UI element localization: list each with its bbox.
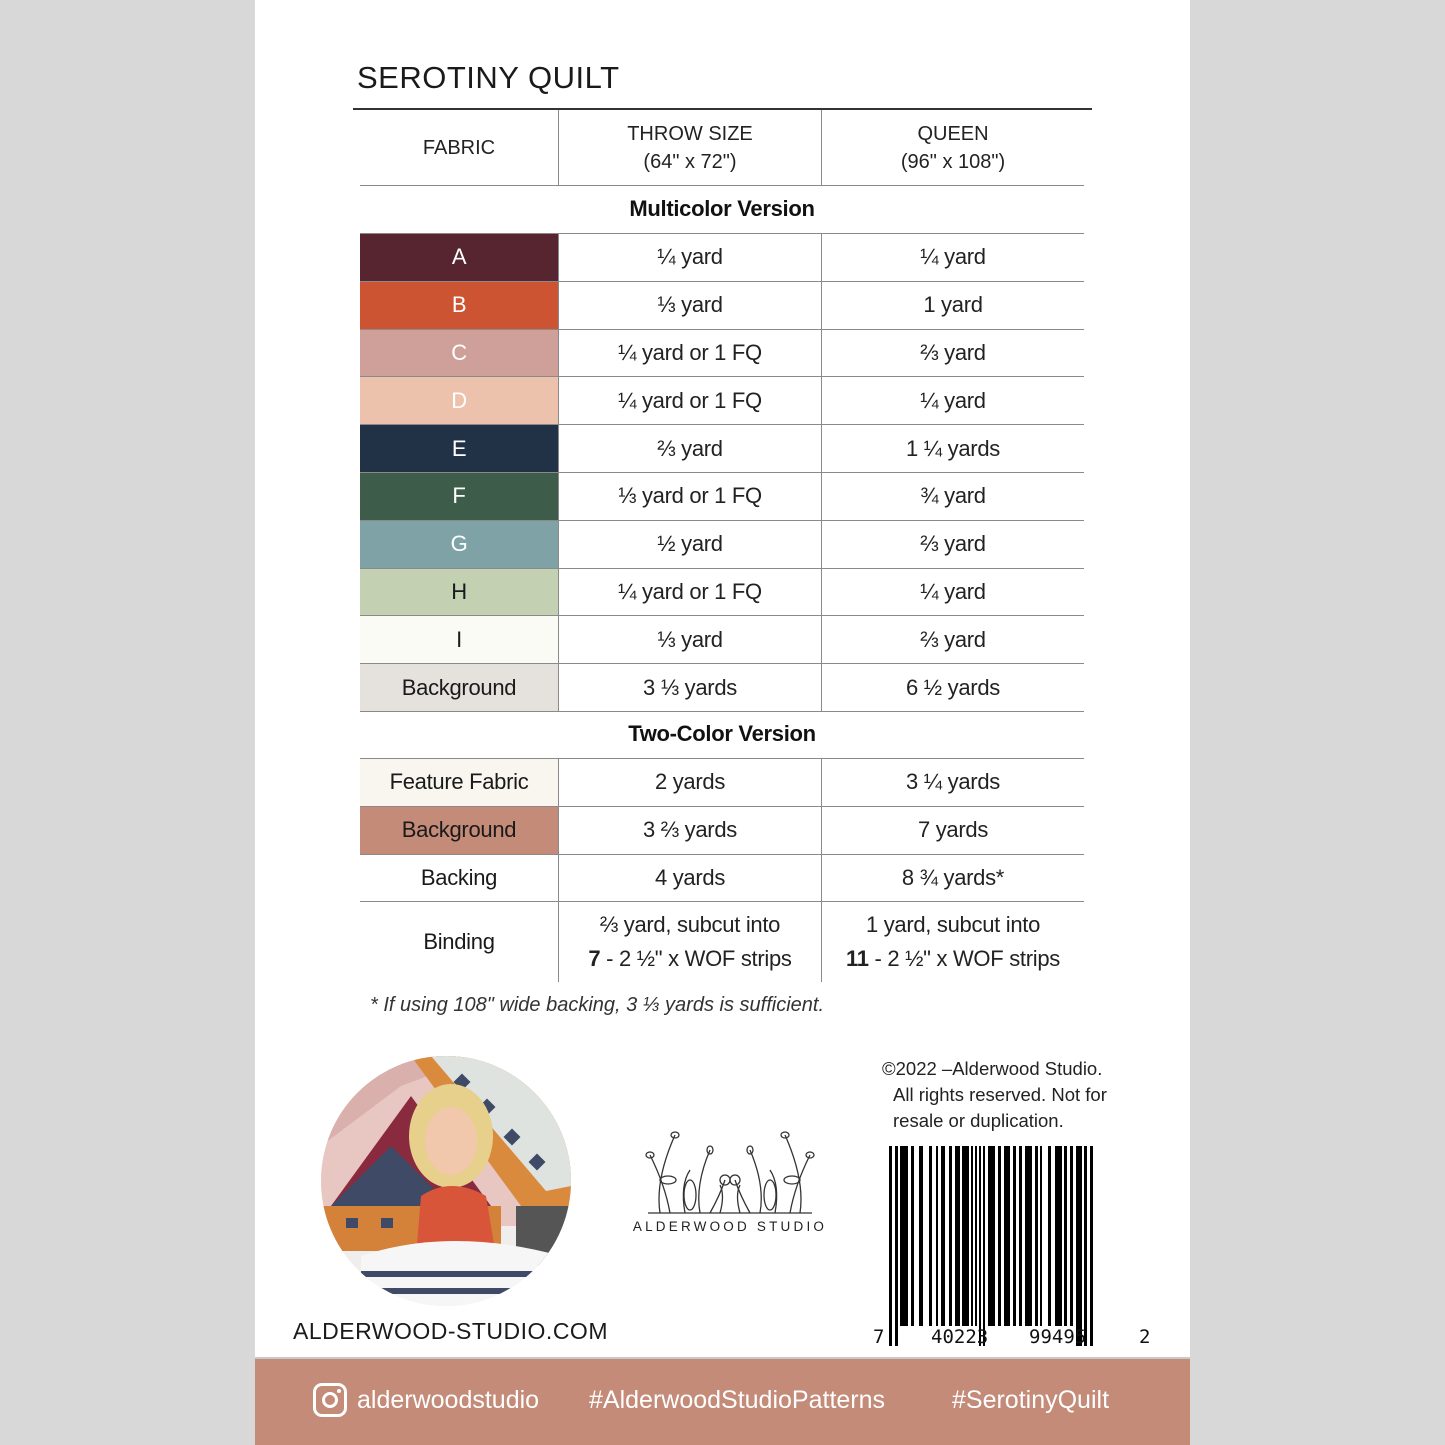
hashtag-patterns[interactable]: #AlderwoodStudioPatterns — [589, 1386, 886, 1414]
throw-cell: 3 ⅔ yards — [558, 807, 821, 854]
fabric-swatch: A — [360, 234, 558, 281]
queen-cell: ⅔ yard — [821, 330, 1084, 377]
queen-cell: ⅔ yard — [821, 616, 1084, 663]
queen-cell: ¼ yard — [821, 234, 1084, 281]
barcode-digit: 99495 — [1029, 1326, 1087, 1348]
throw-cell — [558, 902, 821, 982]
header-queen-label: QUEEN — [917, 122, 989, 145]
instagram-handle[interactable]: alderwoodstudio — [357, 1386, 540, 1414]
table-row — [360, 521, 1084, 569]
binding-queen-count: 11 — [846, 946, 869, 972]
queen-cell: ¼ yard — [821, 377, 1084, 424]
logo-text: ALDERWOOD STUDIO — [632, 1219, 828, 1234]
table-row — [360, 759, 1084, 807]
throw-cell: 2 yards — [558, 759, 821, 806]
throw-cell: 4 yards — [558, 855, 821, 902]
table-row — [360, 664, 1084, 712]
fabric-swatch: Background — [360, 807, 558, 854]
upc-barcode — [873, 1146, 1155, 1352]
queen-cell: 7 yards — [821, 807, 1084, 854]
header-fabric: FABRIC — [422, 136, 496, 159]
twocolor-table — [360, 758, 1084, 982]
designer-photo — [321, 1056, 571, 1306]
fabric-swatch: C — [360, 330, 558, 377]
hashtag-quilt[interactable]: #SerotinyQuilt — [952, 1386, 1110, 1414]
header-throw-dims: (64" x 72") — [643, 150, 737, 173]
fabric-swatch: B — [360, 282, 558, 329]
throw-cell: ¼ yard — [558, 234, 821, 281]
throw-cell: ⅓ yard — [558, 282, 821, 329]
copyright-line: resale or duplication. — [893, 1110, 1064, 1131]
table-header — [360, 110, 1084, 186]
header-throw-label: THROW SIZE — [627, 122, 753, 145]
queen-cell: ¼ yard — [821, 569, 1084, 616]
throw-cell: ¼ yard or 1 FQ — [558, 569, 821, 616]
fabric-label: Backing — [420, 864, 498, 890]
header-throw — [558, 110, 821, 185]
fabric-swatch: D — [360, 377, 558, 424]
table-row — [360, 473, 1084, 521]
barcode-digit: 40223 — [931, 1326, 989, 1348]
multicolor-table — [360, 233, 1084, 712]
page-title: SEROTINY QUILT — [357, 60, 620, 95]
barcode-digit: 2 — [1139, 1326, 1151, 1348]
fabric-swatch: Feature Fabric — [360, 759, 558, 806]
throw-cell: ¼ yard or 1 FQ — [558, 330, 821, 377]
pattern-back-cover — [255, 0, 1190, 1445]
throw-cell: ½ yard — [558, 521, 821, 568]
queen-cell: ⅔ yard — [821, 521, 1084, 568]
binding-throw-line1: ⅔ yard, subcut into — [599, 912, 781, 938]
throw-cell: 3 ⅓ yards — [558, 664, 821, 711]
queen-cell: 6 ½ yards — [821, 664, 1084, 711]
instagram-icon[interactable] — [313, 1383, 347, 1417]
copyright-line: ©2022 –Alderwood Studio. — [882, 1058, 1103, 1079]
throw-cell: ⅔ yard — [558, 425, 821, 472]
header-queen-dims: (96" x 108") — [900, 150, 1006, 173]
queen-cell: 1 yard — [821, 282, 1084, 329]
binding-queen-line1: 1 yard, subcut into — [865, 912, 1041, 938]
fabric-swatch: Background — [360, 664, 558, 711]
binding-queen-line2: - 2 ½" x WOF strips — [868, 946, 1060, 972]
fabric-swatch: I — [360, 616, 558, 663]
fabric-swatch: E — [360, 425, 558, 472]
header-queen — [821, 110, 1084, 185]
fabric-swatch: F — [360, 473, 558, 520]
queen-cell: 1 ¼ yards — [821, 425, 1084, 472]
social-footer — [255, 1357, 1190, 1445]
backing-footnote: * If using 108" wide backing, 3 ⅓ yards is sufficient. — [370, 994, 825, 1016]
table-row-binding — [360, 902, 1084, 982]
fabric-label: Binding — [423, 929, 495, 955]
botanical-logo-icon — [630, 1125, 830, 1217]
queen-cell: 3 ¼ yards — [821, 759, 1084, 806]
section-heading-twocolor: Two-Color Version — [628, 721, 816, 746]
table-row — [360, 377, 1084, 425]
throw-cell: ¼ yard or 1 FQ — [558, 377, 821, 424]
binding-throw-line2: - 2 ½" x WOF strips — [600, 946, 792, 972]
fabric-swatch: H — [360, 569, 558, 616]
table-row — [360, 807, 1084, 855]
throw-cell: ⅓ yard or 1 FQ — [558, 473, 821, 520]
section-heading-multicolor: Multicolor Version — [629, 196, 815, 221]
copyright-notice — [882, 1056, 1142, 1134]
website-link[interactable]: ALDERWOOD-STUDIO.COM — [293, 1318, 608, 1344]
barcode-digit: 7 — [873, 1326, 885, 1348]
queen-cell: ¾ yard — [821, 473, 1084, 520]
table-row — [360, 425, 1084, 473]
table-row — [360, 282, 1084, 330]
queen-cell: 8 ¾ yards* — [821, 855, 1084, 902]
table-row — [360, 855, 1084, 903]
table-row — [360, 330, 1084, 378]
table-row — [360, 569, 1084, 617]
throw-cell: ⅓ yard — [558, 616, 821, 663]
binding-throw-count: 7 — [588, 946, 601, 972]
alderwood-studio-logo — [630, 1125, 830, 1240]
table-row — [360, 234, 1084, 282]
fabric-swatch: G — [360, 521, 558, 568]
copyright-line: All rights reserved. Not for — [893, 1084, 1107, 1105]
queen-cell — [821, 902, 1084, 982]
table-row — [360, 616, 1084, 664]
